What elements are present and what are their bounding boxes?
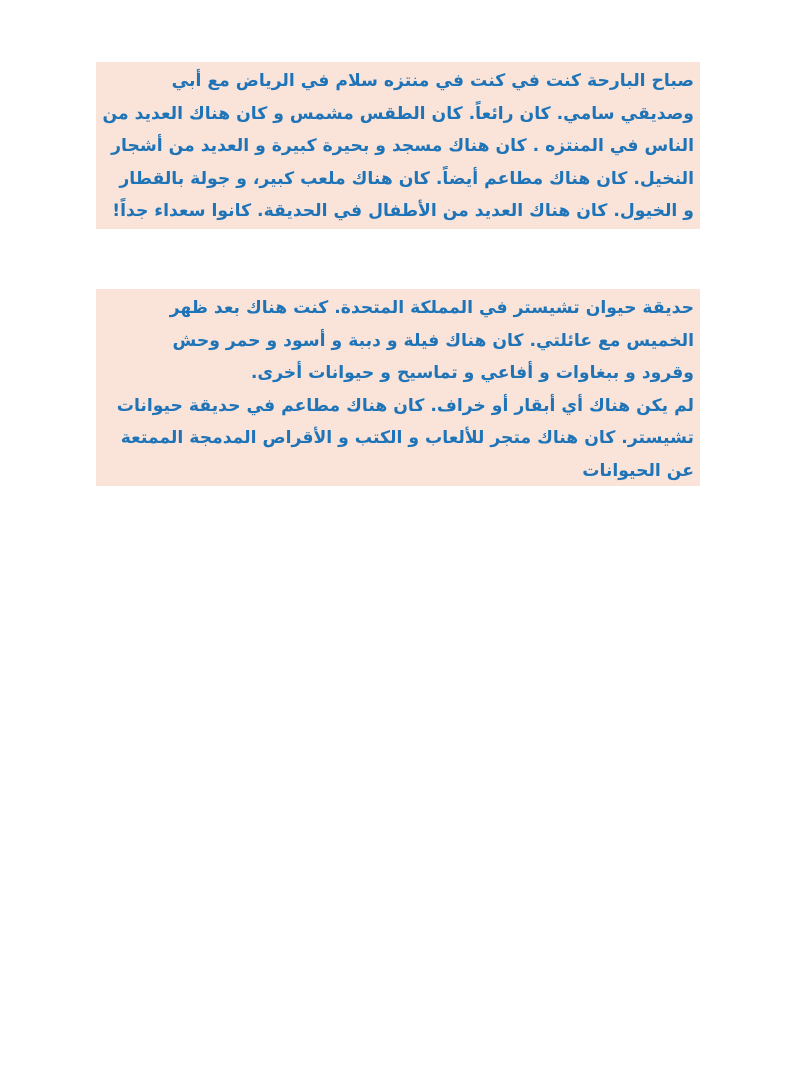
text-line: عن الحيوانات [582,460,694,481]
paragraph-box-riyadh [96,62,700,229]
text-line: الناس في المنتزه . كان هناك مسجد و بحيرة كبيرة و العديد من أشجار [111,136,694,157]
text-line: حديقة حيوان تشيستر في المملكة المتحدة. كنت هناك بعد ظهر [169,298,694,318]
text-line: و الخيول. كان هناك العديد من الأطفال في الحديقة. كانوا سعداء جداً! [112,201,694,222]
paragraph-box-chester-zoo [96,289,700,486]
text-line: وصديقي سامي. كان رائعاً. كان الطقس مشمس و كان هناك العديد من [102,103,694,124]
text-line: لم يكن هناك أي أبقار أو خراف. كان هناك مطاعم في حديقة حيوانات [116,395,694,416]
text-line: الخميس مع عائلتي. كان هناك فيلة و دببة و أسود و حمر وحش [172,330,694,351]
text-line: صباح البارحة كنت في كنت في منتزه سلام في الرياض مع أبي [171,71,694,91]
text-line: وقرود و ببغاوات و أفاعي و تماسيح و حيوانات أخرى. [250,363,694,384]
text-line: تشيستر. كان هناك متجر للألعاب و الكتب و الأقراص المدمجة الممتعة [120,428,694,449]
text-line: النخيل. كان هناك مطاعم أيضاً. كان هناك ملعب كبير، و جولة بالقطار [119,168,694,189]
